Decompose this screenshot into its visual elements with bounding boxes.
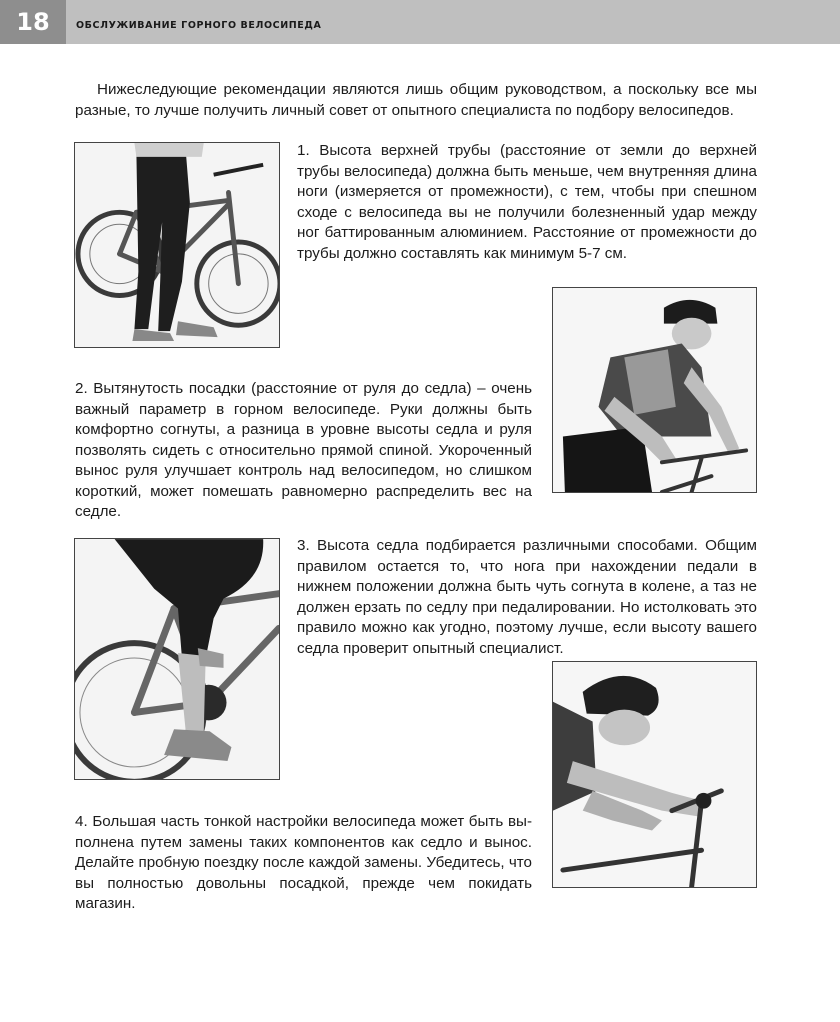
photo-fine-tuning	[552, 661, 757, 888]
photo-reach	[552, 287, 757, 493]
section-2-text: 2. Вытянутость посадки (расстояние от руля до седла) – очень важный параметр в горном велосипеде. Руки должны быть комфортно согнуты, а разница в уровне высоты седла и руля позволять сидеть с относительно прямой спиной. Укороченный вынос руля улучшает контроль над велосипедом, но слишком короткий, может помешать равномерно распределить вес на седле.	[75, 380, 532, 520]
page-number: 18	[0, 0, 66, 44]
photo-saddle-height	[74, 538, 280, 780]
standover-illustration	[75, 143, 279, 347]
fine-tuning-illustration	[553, 662, 756, 887]
section-4-text: 4. Большая часть тонкой настройки велосипеда может быть выполнена путем замены таких компонентов как седло и вынос. Делайте пробную поездку после каждой замены. Убедитесь, что вы полностью довольны посадкой, прежде чем покидать магазин.	[75, 813, 532, 912]
intro-paragraph: Нижеследующие рекомендации являются лишь общим руководством, а поскольку все мы разные, то лучше получить личный совет от опытного специалиста по подбору велосипедов.	[75, 81, 757, 119]
saddle-height-illustration	[75, 539, 279, 779]
section-1-text: 1. Высота верхней трубы (расстояние от земли до верхней трубы велосипеда) должна быть меньше, чем внутренняя длина ноги (измеряется от промежности), с тем, чтобы при спешном сходе с велосипеда вы не получили болезненный удар между ног баттированным алюминием. Расстояние от промежности до трубы должно составлять как минимум 5-7 см.	[297, 142, 757, 262]
running-title: ОБСЛУЖИВАНИЕ ГОРНОГО ВЕЛОСИПЕДА	[76, 20, 322, 31]
photo-standover-height	[74, 142, 280, 348]
section-3-text: 3. Высота седла подбирается различными способами. Общим правилом остается то, что нога при нахождении педали в нижнем положении должна быть чуть согнута в колене, а таз не должен ерзать по седлу при педалировании. Но истолковать это правило можно как угодно, поэтому лучше, если высоту вашего седла проверит опытный специалист.	[297, 537, 757, 657]
reach-illustration	[553, 288, 756, 492]
